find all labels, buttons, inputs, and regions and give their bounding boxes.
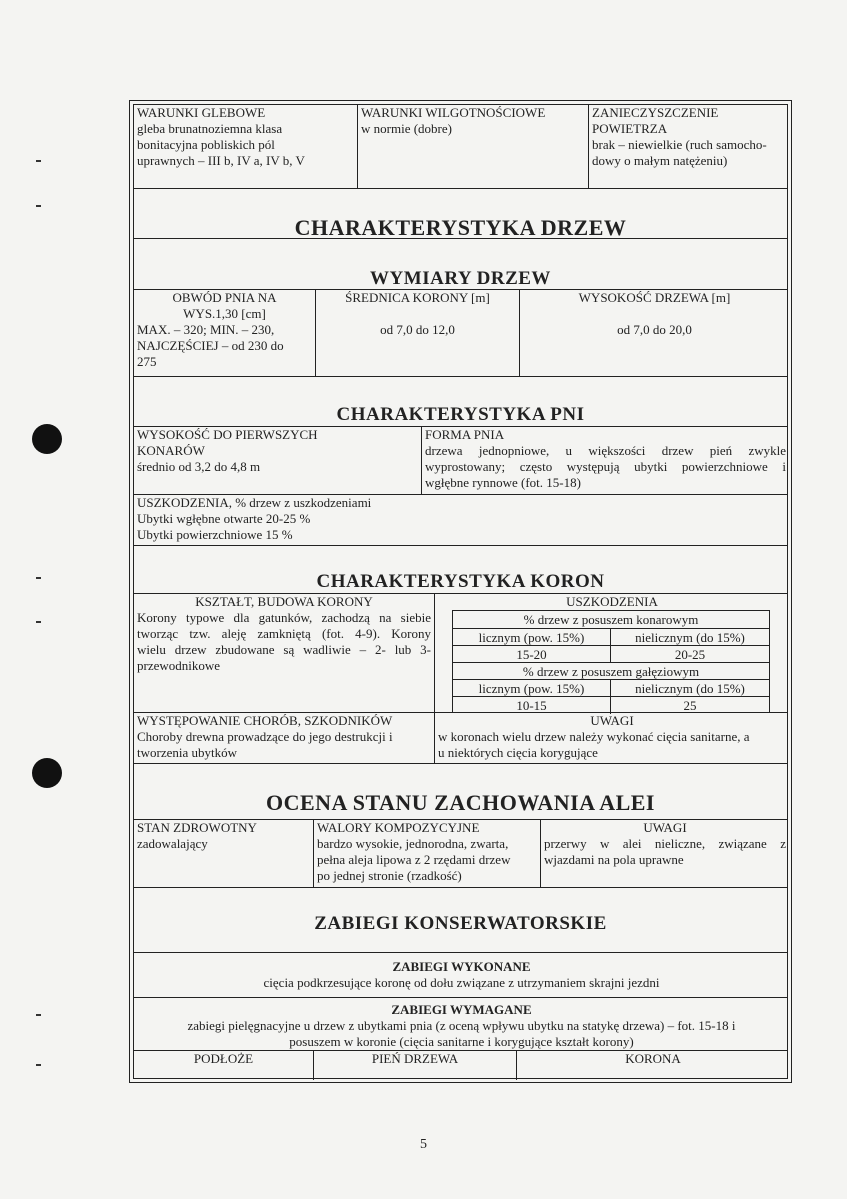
soil-conditions-line: uprawnych – III b, IV a, IV b, V bbox=[137, 153, 305, 168]
crown-shape-line: Korony typowe dla gatunków, zachodzą na siebie bbox=[137, 610, 431, 625]
crown-shape-line: wielu drzew zbudowane są wadliwie – 2- lub 3- bbox=[137, 642, 431, 657]
crown-diameter-label: ŚREDNICA KORONY [m] bbox=[345, 290, 490, 305]
tree-height-label: WYSOKOŚĆ DRZEWA [m] bbox=[578, 290, 731, 305]
trunk-damage-line: Ubytki powierzchniowe 15 % bbox=[137, 527, 293, 542]
trunk-girth-label: OBWÓD PNIA NA bbox=[172, 290, 277, 305]
trunk-form-cell bbox=[422, 427, 789, 494]
divider bbox=[134, 376, 787, 377]
crown-shape-line: tworząc tzw. aleję zamkniętą (fot. 4-9). Korony bbox=[137, 626, 431, 641]
air-pollution-label: POWIETRZA bbox=[592, 121, 668, 136]
divider bbox=[134, 952, 787, 953]
diseases-pests-label: WYSTĘPOWANIE CHORÓB, SZKODNIKÓW bbox=[137, 713, 393, 728]
works-done-cell bbox=[134, 959, 789, 995]
composition-values-cell bbox=[314, 820, 541, 887]
section-title-works: ZABIEGI KONSERWATORSKIE bbox=[314, 913, 607, 934]
divider bbox=[134, 545, 787, 546]
inventory-table bbox=[133, 104, 788, 1079]
section-title-state: OCENA STANU ZACHOWANIA ALEI bbox=[265, 790, 655, 815]
crown-notes-label: UWAGI bbox=[590, 713, 634, 728]
divider bbox=[134, 887, 787, 888]
twig-dieback-col-many: licznym (pow. 15%) bbox=[453, 680, 611, 697]
divider bbox=[134, 238, 787, 239]
works-required-line: posuszem w koronie (cięcia sanitarne i korygujące kształt korony) bbox=[289, 1034, 634, 1049]
trunk-girth-line: NAJCZĘŚCIEJ – od 230 do bbox=[137, 338, 284, 353]
works-col-substrate: PODŁOŻE bbox=[134, 1051, 314, 1080]
section-title-trees: CHARAKTERYSTYKA DRZEW bbox=[294, 215, 627, 240]
moisture-conditions-value: w normie (dobre) bbox=[361, 121, 452, 136]
works-col-crown: KORONA bbox=[625, 1051, 681, 1066]
air-pollution-label: ZANIECZYSZCZENIE bbox=[592, 105, 719, 120]
soil-conditions-label: WARUNKI GLEBOWE bbox=[137, 105, 266, 120]
twig-dieback-val-many: 10-15 bbox=[453, 697, 611, 714]
trunk-form-label: FORMA PNIA bbox=[425, 427, 505, 442]
composition-values-label: WALORY KOMPOZYCYJNE bbox=[317, 820, 480, 835]
edge-mark bbox=[36, 577, 41, 579]
trunk-girth-line: MAX. – 320; MIN. – 230, bbox=[137, 322, 275, 337]
works-col-trunk: PIEŃ DRZEWA bbox=[314, 1051, 517, 1080]
composition-values-line: po jednej stronie (rzadkość) bbox=[317, 868, 462, 883]
state-notes-label: UWAGI bbox=[643, 820, 687, 835]
branch-dieback-col-few: nielicznym (do 15%) bbox=[635, 630, 745, 645]
crown-dieback-table bbox=[452, 610, 770, 713]
tree-height-cell bbox=[520, 290, 789, 376]
edge-mark bbox=[36, 1064, 41, 1066]
trunk-form-line: wgłębne rynnowe (fot. 15-18) bbox=[425, 475, 581, 490]
works-required-line: zabiegi pielęgnacyjne u drzew z ubytkami pnia (z oceną wpływu ubytku na statykę drzewa) – fot. 15-18 i bbox=[187, 1018, 736, 1033]
air-pollution-line: dowy o małym natężeniu) bbox=[592, 153, 728, 168]
diseases-pests-line: Choroby drewna prowadzące do jego destrukcji i bbox=[137, 729, 393, 744]
state-notes-line: przerwy w alei nieliczne, związane z bbox=[544, 836, 786, 851]
edge-mark bbox=[36, 1014, 41, 1016]
moisture-conditions-label: WARUNKI WILGOTNOŚCIOWE bbox=[361, 105, 546, 120]
edge-mark bbox=[36, 205, 41, 207]
punch-hole-top bbox=[32, 424, 62, 454]
branch-dieback-col-many: licznym (pow. 15%) bbox=[453, 629, 611, 646]
divider bbox=[134, 188, 787, 189]
state-notes-line: wjazdami na pola uprawne bbox=[544, 852, 684, 867]
edge-mark bbox=[36, 621, 41, 623]
air-pollution-cell bbox=[589, 105, 789, 188]
health-status-value: zadowalający bbox=[137, 836, 208, 851]
health-status-cell bbox=[134, 820, 314, 887]
trunk-girth-label: WYS.1,30 [cm] bbox=[183, 306, 266, 321]
works-done-label: ZABIEGI WYKONANE bbox=[392, 959, 531, 974]
composition-values-line: pełna aleja lipowa z 2 rzędami drzew bbox=[317, 852, 511, 867]
section-title-trunks: CHARAKTERYSTYKA PNI bbox=[336, 404, 585, 425]
twig-dieback-val-few: 25 bbox=[683, 698, 697, 713]
tree-height-value: od 7,0 do 20,0 bbox=[617, 322, 692, 337]
twig-dieback-columns bbox=[453, 679, 769, 696]
works-required-label: ZABIEGI WYMAGANE bbox=[391, 1002, 532, 1017]
first-branch-height-label: KONARÓW bbox=[137, 443, 205, 458]
twig-dieback-col-few: nielicznym (do 15%) bbox=[635, 681, 745, 696]
twig-dieback-header: % drzew z posuszem gałęziowym bbox=[453, 662, 769, 679]
works-required-cell bbox=[134, 1002, 789, 1052]
branch-dieback-header: % drzew z posuszem konarowym bbox=[523, 612, 699, 627]
first-branch-height-cell bbox=[134, 427, 422, 494]
trunk-girth-cell bbox=[134, 290, 316, 376]
divider bbox=[134, 997, 787, 998]
crown-damage-label: USZKODZENIA bbox=[566, 594, 658, 609]
trunk-form-line: drzewa jednopniowe, u większości drzew pień zwykle bbox=[425, 443, 786, 458]
punch-hole-bottom bbox=[32, 758, 62, 788]
divider bbox=[134, 763, 787, 764]
moisture-conditions-cell bbox=[358, 105, 589, 188]
edge-mark bbox=[36, 160, 41, 162]
crown-notes-line: w koronach wielu drzew należy wykonać cięcia sanitarne, a bbox=[438, 729, 750, 744]
crown-shape-label: KSZTAŁT, BUDOWA KORONY bbox=[195, 594, 373, 609]
crown-notes-line: u niektórych cięcia korygujące bbox=[438, 745, 598, 760]
page-number: 5 bbox=[420, 1137, 427, 1152]
branch-dieback-val-many: 15-20 bbox=[453, 646, 611, 663]
inventory-sheet bbox=[129, 100, 792, 1083]
crown-diameter-cell bbox=[316, 290, 520, 376]
section-title-crowns: CHARAKTERYSTYKA KORON bbox=[316, 571, 605, 592]
state-notes-cell bbox=[541, 820, 789, 887]
first-branch-height-value: średnio od 3,2 do 4,8 m bbox=[137, 459, 261, 474]
trunk-damage-line: Ubytki wgłębne otwarte 20-25 % bbox=[137, 511, 311, 526]
branch-dieback-columns bbox=[453, 628, 769, 645]
air-pollution-line: brak – niewielkie (ruch samocho- bbox=[592, 137, 767, 152]
diseases-pests-line: tworzenia ubytków bbox=[137, 745, 238, 760]
soil-conditions-cell bbox=[134, 105, 358, 188]
section-title-dimensions: WYMIARY DRZEW bbox=[370, 268, 551, 289]
trunk-form-line: wyprostowany; często występują ubytki powierzchniowe i bbox=[425, 459, 786, 474]
crown-shape-cell bbox=[134, 594, 435, 712]
first-branch-height-label: WYSOKOŚĆ DO PIERWSZYCH bbox=[137, 427, 318, 442]
diseases-pests-cell bbox=[134, 713, 435, 763]
trunk-damage-cell bbox=[134, 495, 789, 545]
branch-dieback-val-few: 20-25 bbox=[674, 647, 706, 662]
twig-dieback-values bbox=[453, 696, 769, 713]
crown-diameter-value: od 7,0 do 12,0 bbox=[380, 322, 455, 337]
soil-conditions-line: bonitacyjna pobliskich pól bbox=[137, 137, 275, 152]
crown-notes-cell bbox=[435, 713, 789, 763]
crown-shape-line: przewodnikowe bbox=[137, 658, 221, 673]
trunk-damage-label: USZKODZENIA, % drzew z uszkodzeniami bbox=[137, 495, 372, 510]
health-status-label: STAN ZDROWOTNY bbox=[137, 820, 257, 835]
branch-dieback-values bbox=[453, 645, 769, 662]
trunk-girth-line: 275 bbox=[137, 354, 157, 369]
composition-values-line: bardzo wysokie, jednorodna, zwarta, bbox=[317, 836, 509, 851]
works-done-value: cięcia podkrzesujące koronę od dołu związane z utrzymaniem skrajni jezdni bbox=[263, 975, 660, 990]
soil-conditions-line: gleba brunatnoziemna klasa bbox=[137, 121, 283, 136]
